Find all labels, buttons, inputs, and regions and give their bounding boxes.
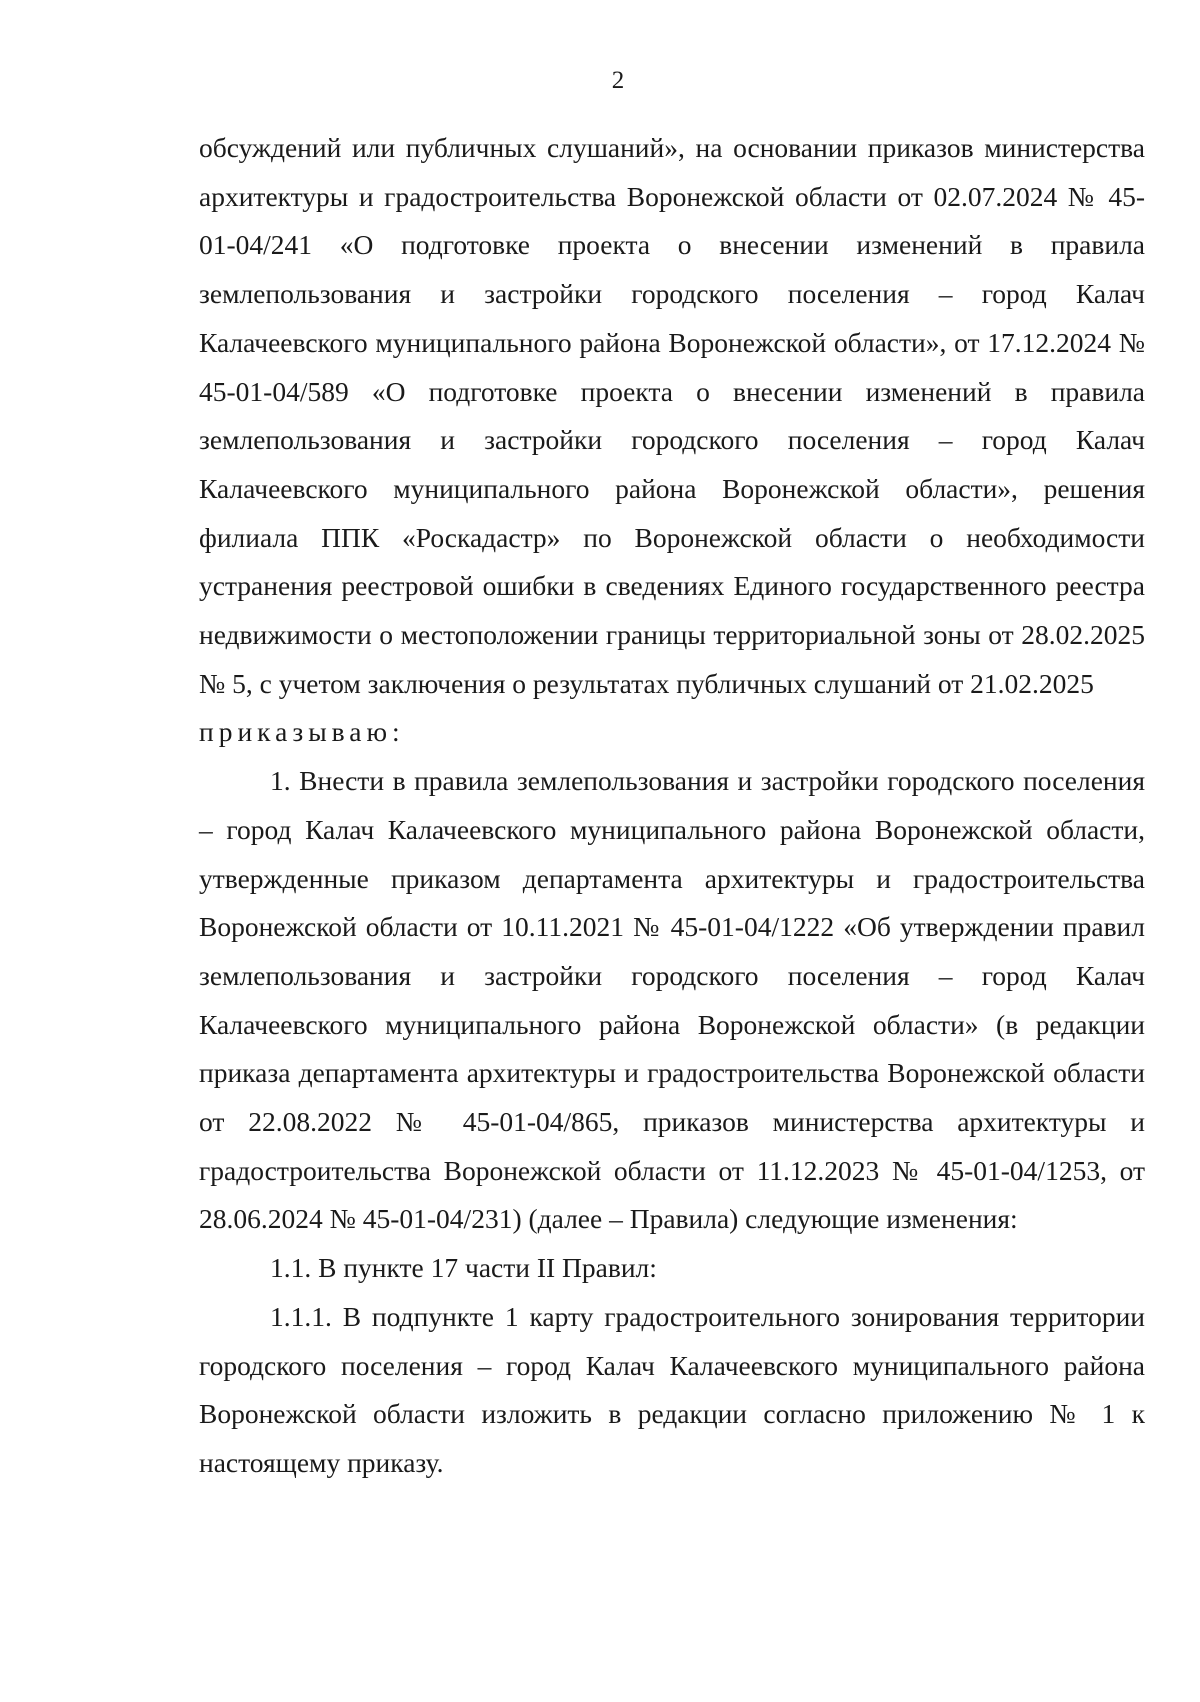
paragraph-order-word: приказываю:: [199, 716, 405, 748]
page-number: 2: [611, 67, 625, 94]
paragraph-item-1: 1. Внести в правила землепользования и застройки городского поселения – город Калач Калачеевского муниципального района Воронежской области, утвержденные приказом департамента архитектуры и градостроительства Воронежской области от 10.11.2021 № 45-01-04/1222 «Об утверждении правил землепользования и застройки городского поселения – город Калач Калачеевского муниципального района Воронежской области» (в редакции приказа департамента архитектуры и градостроительства Воронежской области от 22.08.2022 № 45-01-04/865, приказов министерства архитектуры и градостроительства Воронежской области от 11.12.2023 № 45-01-04/1253, от 28.06.2024 № 45-01-04/231) (далее – Правила) следующие изменения:: [199, 765, 1145, 1235]
paragraph-item-1-1: 1.1. В пункте 17 части II Правил:: [270, 1252, 657, 1284]
paragraph-preamble: обсуждений или публичных слушаний», на основании приказов министерства архитектуры и градостроительства Воронежской области от 02.07.2024 № 45-01-04/241 «О подготовке проекта о внесении изменений в правила землепользования и застройки городского поселения – город Калач Калачеевского муниципального района Воронежской области», от 17.12.2024 № 45-01-04/589 «О подготовке проекта о внесении изменений в правила землепользования и застройки городского поселения – город Калач Калачеевского муниципального района Воронежской области», решения филиала ППК «Роскадастр» по Воронежской области о необходимости устранения реестровой ошибки в сведениях Единого государственного реестра недвижимости о местоположении границы территориальной зоны от 28.02.2025 № 5, с учетом заключения о результатах публичных слушаний от 21.02.2025: [199, 132, 1145, 699]
document-body: [199, 124, 1145, 1488]
paragraph-item-1-1-1: 1.1.1. В подпункте 1 карту градостроительного зонирования территории городского поселения – город Калач Калачеевского муниципального района Воронежской области изложить в редакции согласно приложению № 1 к настоящему приказу.: [199, 1300, 1145, 1478]
